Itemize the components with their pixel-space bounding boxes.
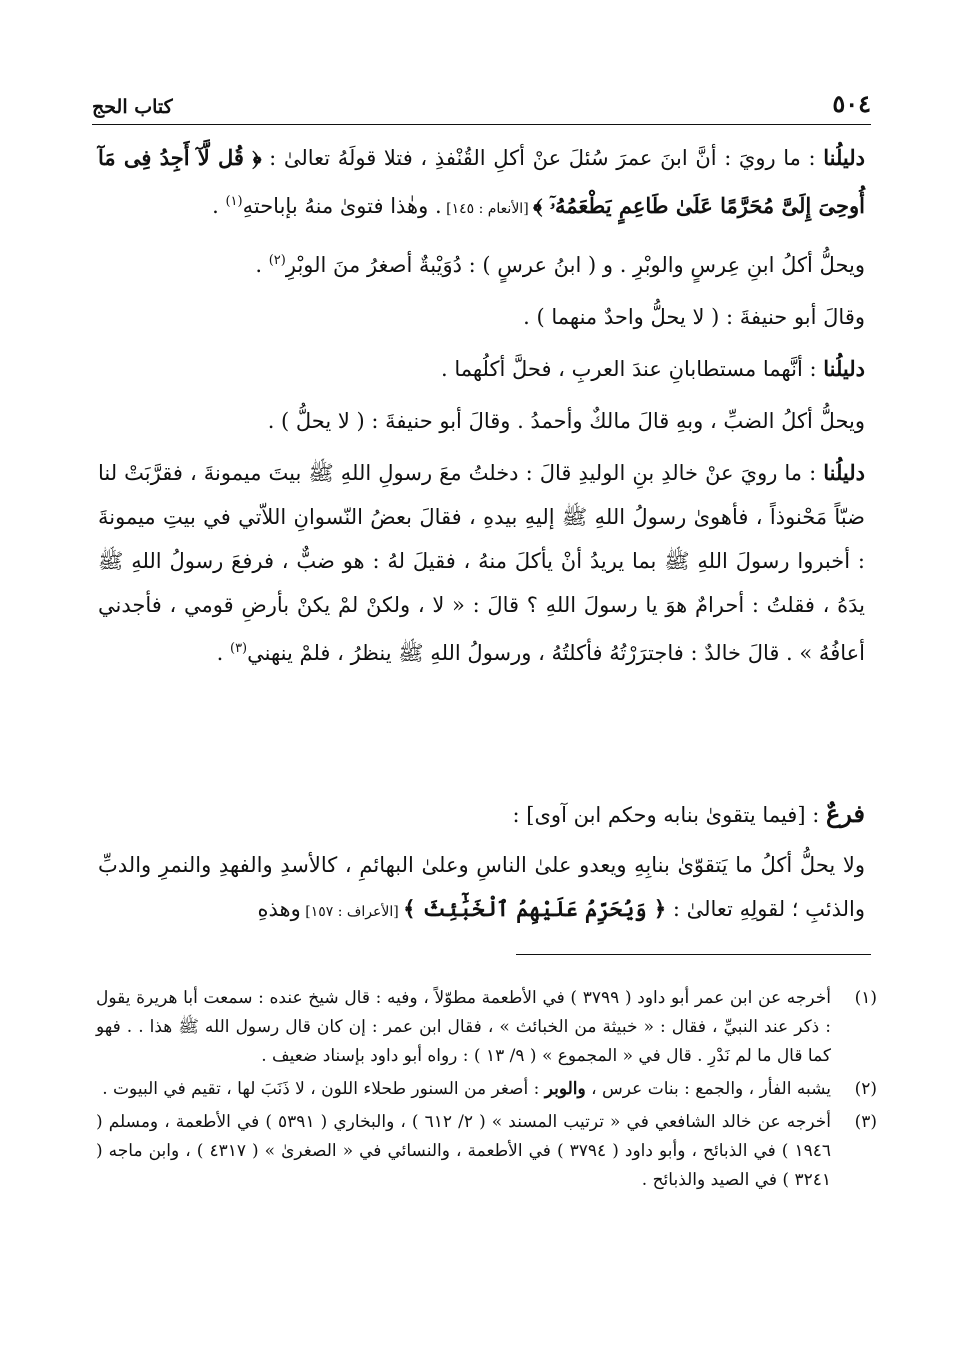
paragraph-text: : ما رويَ : أنَّ ابنَ عمرَ سُئلَ عنْ أكلِ القُنْفذِ ، فتلا قولَهُ تعالىٰ : [261, 146, 824, 170]
page-header [92, 88, 871, 118]
paragraph-evidence-hedgehog [98, 136, 865, 231]
running-title: كتاب الحج [92, 96, 173, 118]
paragraph-text: : ما رويَ عنْ خالدِ بنِ الوليدِ قالَ : دخلتُ معَ رسولِ اللهِ ﷺ بيتَ ميمونةَ ، فقرَّبَتْ لنا ضبّاً مَحْنوذاً ، فأهوىٰ رسولُ اللهِ ﷺ إليهِ بيدهِ ، فقالَ بعضُ النّسوانِ اللاّتي في بيتِ ميمونةَ : أخبروا رسولَ اللهِ ﷺ بما يريدُ أنْ يأكلَ منهُ ، فقيلَ لهُ : هو ضبٌّ ، فرفعَ رسولُ اللهِ ﷺ يدَهُ ، فقلتُ : أحرامٌ هوَ يا رسولَ اللهِ ؟ قالَ : « لا ، ولكنْ لمْ يكنْ بأرضِ قومي ، فأجدني أعافُهُ » . قالَ خالدٌ : فاجترَرْتُهُ فأكلتُهُ ، ورسولُ اللهِ ﷺ ينظرُ ، فلمْ ينهني [98, 461, 865, 665]
paragraph-text: ويحلُّ أكلُ ابنِ عِرسٍ والوبْرِ . و ( ابنُ عرسٍ ) : دُوَيْبةٌ أصغرُ منَ الوبْرِ [285, 253, 865, 277]
paragraph-weasel [98, 239, 865, 287]
footnote-marker: (٣) [229, 641, 248, 656]
paragraph-lead: دليلُنا [823, 460, 865, 485]
paragraph-end: . [255, 253, 269, 277]
quran-verse: ﴿ وَيُحَرِّمُ عَلَيْهِمُ ٱلْخَبَٰٓئِثَ ﴾ [403, 896, 667, 921]
footnote-marker: (١) [225, 194, 243, 209]
branch-section [98, 792, 865, 934]
footnote-text [96, 1075, 831, 1104]
branch-heading [98, 792, 865, 837]
footnote-number: (٣) [854, 1112, 877, 1132]
paragraph-text: وقالَ أبو حنيفةَ : ( لا يحلُّ واحدٌ منهما ) . [523, 305, 865, 329]
footnote-3 [96, 1108, 877, 1195]
paragraph-text-continued: . وهٰذا فتوىٰ منهُ بإباحتهِ [242, 194, 442, 218]
paragraph-text: ولا يحلُّ أكلُ ما يَتقوّىٰ بنابِهِ ويعدو علىٰ الناسِ وعلىٰ البهائمِ ، كالأسدِ والفهدِ والنمرِ والدبِّ والذئبِ ؛ لقولِهِ تعالىٰ : [98, 853, 865, 921]
paragraph-predators [98, 843, 865, 934]
footnote-divider [516, 954, 871, 955]
verse-reference: [الأنعام : ١٤٥] [441, 201, 534, 217]
page-number: ٥٠٤ [832, 89, 871, 118]
verse-reference: [الأعراف : ١٥٧] [300, 904, 404, 920]
paragraph-end: . [216, 641, 230, 665]
footnote-1 [96, 984, 877, 1071]
footnote-marker: (٢) [268, 253, 286, 268]
footnotes [96, 984, 877, 1199]
paragraph-lead: دليلُنا [823, 145, 865, 170]
paragraph-text: : أنَّهما مستطابانِ عندَ العربِ ، فحلَّ أكلُهما . [440, 357, 824, 381]
header-divider [92, 124, 871, 125]
footnote-number: (١) [854, 988, 877, 1008]
paragraph-lizard [98, 399, 865, 443]
footnote-text: أخرجه عن ابن عمر أبو داود ( ٣٧٩٩ ) في الأطعمة مطوّلاً ، وفيه : قال شيخ عنده : سمعت أبا هريرة يقول : ذكر عند النبيِّ ، فقال : « خبيثة من الخبائث » ، فقال ابن عمر : إن كان قال رسول الله ﷺ هذا . . فهو كما قال ما لم نَدْرِ . قال في « المجموع » ( ٩/ ١٣ ) : رواه أبو داود بإسناد ضعيف . [96, 988, 832, 1066]
paragraph-abu-hanifa-opinion [98, 295, 865, 339]
paragraph-evidence-lizard [98, 451, 865, 675]
paragraph-end: وهذهِ [257, 897, 301, 921]
footnote-term: والوبر [544, 1079, 586, 1099]
branch-label: فرعٌ [825, 799, 865, 828]
footnote-2 [96, 1075, 877, 1104]
footnote-text: أخرجه عن خالد الشافعي في « ترتيب المسند » ( ٢/ ٦١٢ ) ، والبخاري ( ٥٣٩١ ) في الأطعمة ، ومسلم ( ١٩٤٦ ) في الذبائح ، وأبو داود ( ٣٧٩٤ ) في الأطعمة ، والنسائي في « الصغرىٰ » ( ٤٣١٧ ) ، وابن ماجه ( ٣٢٤١ ) في الصيد والذبائح . [96, 1112, 831, 1190]
footnote-text-part: : أصغر من السنور طحلاء اللون ، لا ذَنَبَ لها ، تقيم في البيوت . [102, 1079, 545, 1099]
branch-title-text: : [فيما يتقوىٰ بنابه وحكم ابن آوى] : [512, 803, 826, 827]
paragraph-end: . [212, 194, 226, 218]
paragraph-text: ويحلُّ أكلُ الضبِّ ، وبهِ قالَ مالكٌ وأحمدُ . وقالَ أبو حنيفةَ : ( لا يحلُّ ) . [267, 409, 865, 433]
paragraph-lead: دليلُنا [823, 356, 865, 381]
footnote-number: (٢) [854, 1079, 877, 1099]
main-text [98, 136, 865, 675]
footnote-text-part: يشبه الفأر ، والجمع : بنات عرس ، [585, 1079, 831, 1099]
quran-verse: ﴿ قُل لَّآ أَجِدُ فِى مَآ أُوحِىَ إِلَىَّ مُحَرَّمًا عَلَىٰ طَاعِمٍ يَطْعَمُهُۥٓ ﴾ [98, 145, 865, 218]
paragraph-evidence-weasel [98, 347, 865, 391]
